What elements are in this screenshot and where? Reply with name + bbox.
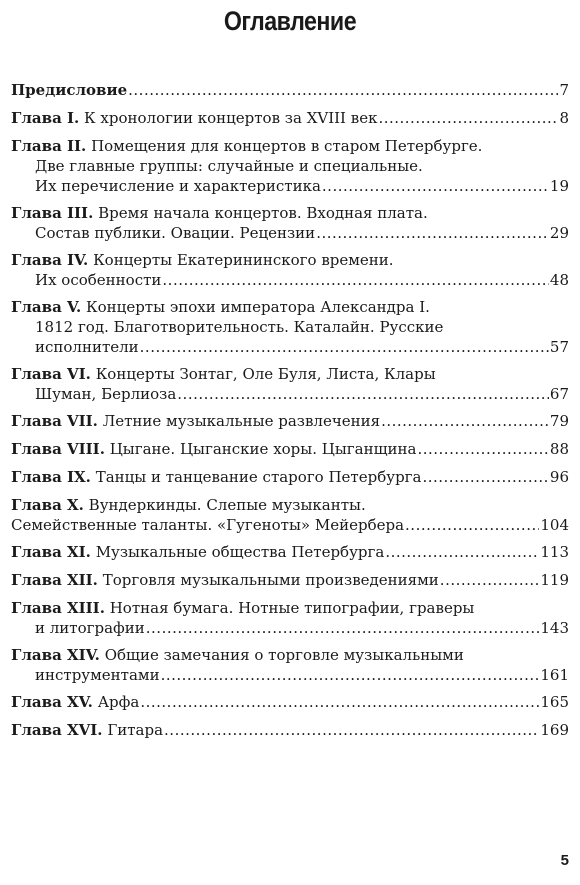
leader-dots (140, 337, 549, 357)
entry-title: Нотная бумага. Нотные типографии, граверы (109, 599, 475, 617)
leader-dots (177, 384, 549, 404)
entry-label: Глава IX. (11, 468, 91, 486)
leader-dots (405, 515, 539, 535)
entry-page: 161 (540, 666, 569, 684)
entry-page: 169 (540, 721, 569, 739)
entry-page: 19 (549, 177, 569, 195)
entry-title: Цыгане. Цыганские хоры. Цыганщина (109, 440, 417, 458)
entry-label: Глава XII. (11, 571, 98, 589)
entry-label: Глава XIII. (11, 599, 105, 617)
entry-page: 57 (549, 338, 569, 356)
entry-title: Концерты эпохи императора Александра I. (86, 298, 430, 316)
toc-entry-chapter-1[interactable] (11, 108, 569, 128)
entry-title: Вундеркинды. Слепые музыканты. (88, 496, 366, 514)
entry-page: 113 (540, 543, 569, 561)
toc-entry-chapter-6[interactable] (11, 364, 569, 404)
entry-page: 119 (540, 571, 569, 589)
entry-title: Время начала концертов. Входная плата. (98, 204, 428, 222)
entry-title: К хронологии концертов за XVIII век (84, 109, 378, 127)
entry-label: Глава VIII. (11, 440, 105, 458)
leader-dots (381, 411, 549, 431)
toc-entry-chapter-16[interactable] (11, 720, 569, 740)
entry-title-cont: 1812 год. Благотворительность. Каталайн. Русские (35, 318, 444, 336)
entry-title-cont: исполнители (35, 338, 139, 356)
entry-title: Помещения для концертов в старом Петербурге. (91, 137, 483, 155)
toc-entry-chapter-13[interactable] (11, 598, 569, 638)
entry-title: Концерты Зонтаг, Оле Буля, Листа, Клары (95, 365, 436, 383)
entry-page: 88 (549, 440, 569, 458)
entry-label: Глава X. (11, 496, 84, 514)
entry-title-cont: инструментами (35, 666, 160, 684)
entry-label: Глава XIV. (11, 646, 100, 664)
leader-dots (164, 720, 539, 740)
toc-entry-chapter-8[interactable] (11, 439, 569, 459)
entry-title: Летние музыкальные развлечения (102, 412, 381, 430)
entry-title: Общие замечания о торговле музыкальными (104, 646, 464, 664)
leader-dots (422, 467, 548, 487)
leader-dots (140, 692, 539, 712)
entry-page: 29 (549, 224, 569, 242)
entry-title: Концерты Екатерининского времени. (93, 251, 394, 269)
page-title: Оглавление (223, 6, 357, 36)
leader-dots (316, 223, 549, 243)
entry-label: Глава VII. (11, 412, 98, 430)
entry-label: Глава I. (11, 109, 80, 127)
toc-entry-chapter-14[interactable] (11, 645, 569, 685)
entry-title-cont: Их перечисление и характеристика (35, 177, 321, 195)
toc-entry-chapter-5[interactable] (11, 297, 569, 357)
toc-entry-chapter-10[interactable] (11, 495, 569, 535)
leader-dots (378, 108, 558, 128)
entry-title: Торговля музыкальными произведениями (102, 571, 439, 589)
entry-label: Глава II. (11, 137, 87, 155)
toc-entry-chapter-7[interactable] (11, 411, 569, 431)
entry-title: Арфа (97, 693, 140, 711)
entry-label: Глава XV. (11, 693, 93, 711)
entry-title: Гитара (107, 721, 164, 739)
leader-dots (440, 570, 540, 590)
leader-dots (417, 439, 548, 459)
toc-entry-chapter-12[interactable] (11, 570, 569, 590)
entry-title-cont: Их особенности (35, 271, 162, 289)
toc-entry-chapter-2[interactable] (11, 136, 569, 196)
entry-label: Глава VI. (11, 365, 91, 383)
entry-page: 165 (540, 693, 569, 711)
toc-entry-chapter-11[interactable] (11, 542, 569, 562)
entry-title: Танцы и танцевание старого Петербурга (95, 468, 422, 486)
entry-page: 96 (549, 468, 569, 486)
entry-title-cont: Две главные группы: случайные и специальные. (35, 157, 423, 175)
table-of-contents (11, 80, 569, 748)
entry-page: 143 (540, 619, 569, 637)
entry-page: 8 (559, 109, 569, 127)
entry-label: Глава XI. (11, 543, 91, 561)
entry-title-cont: Состав публики. Овации. Рецензии (35, 224, 316, 242)
toc-entry-preface[interactable] (11, 80, 569, 100)
toc-entry-chapter-9[interactable] (11, 467, 569, 487)
leader-dots (322, 176, 549, 196)
entry-page: 67 (549, 385, 569, 403)
leader-dots (162, 270, 549, 290)
entry-title-cont: Шуман, Берлиоза (35, 385, 177, 403)
leader-dots (146, 618, 540, 638)
toc-entry-chapter-15[interactable] (11, 692, 569, 712)
entry-title: Музыкальные общества Петербурга (95, 543, 385, 561)
entry-label: Глава IV. (11, 251, 89, 269)
entry-page: 104 (540, 516, 569, 534)
leader-dots (128, 80, 558, 100)
entry-label: Предисловие (11, 81, 128, 99)
entry-page: 79 (549, 412, 569, 430)
page-number: 5 (560, 852, 569, 869)
entry-title-cont: и литографии (35, 619, 145, 637)
toc-entry-chapter-4[interactable] (11, 250, 569, 290)
entry-title-cont: Семейственные таланты. «Гугеноты» Мейербера (11, 516, 405, 534)
entry-label: Глава XVI. (11, 721, 103, 739)
entry-page: 48 (549, 271, 569, 289)
entry-label: Глава V. (11, 298, 82, 316)
leader-dots (385, 542, 539, 562)
leader-dots (161, 665, 540, 685)
toc-entry-chapter-3[interactable] (11, 203, 569, 243)
entry-page: 7 (559, 81, 569, 99)
entry-label: Глава III. (11, 204, 94, 222)
